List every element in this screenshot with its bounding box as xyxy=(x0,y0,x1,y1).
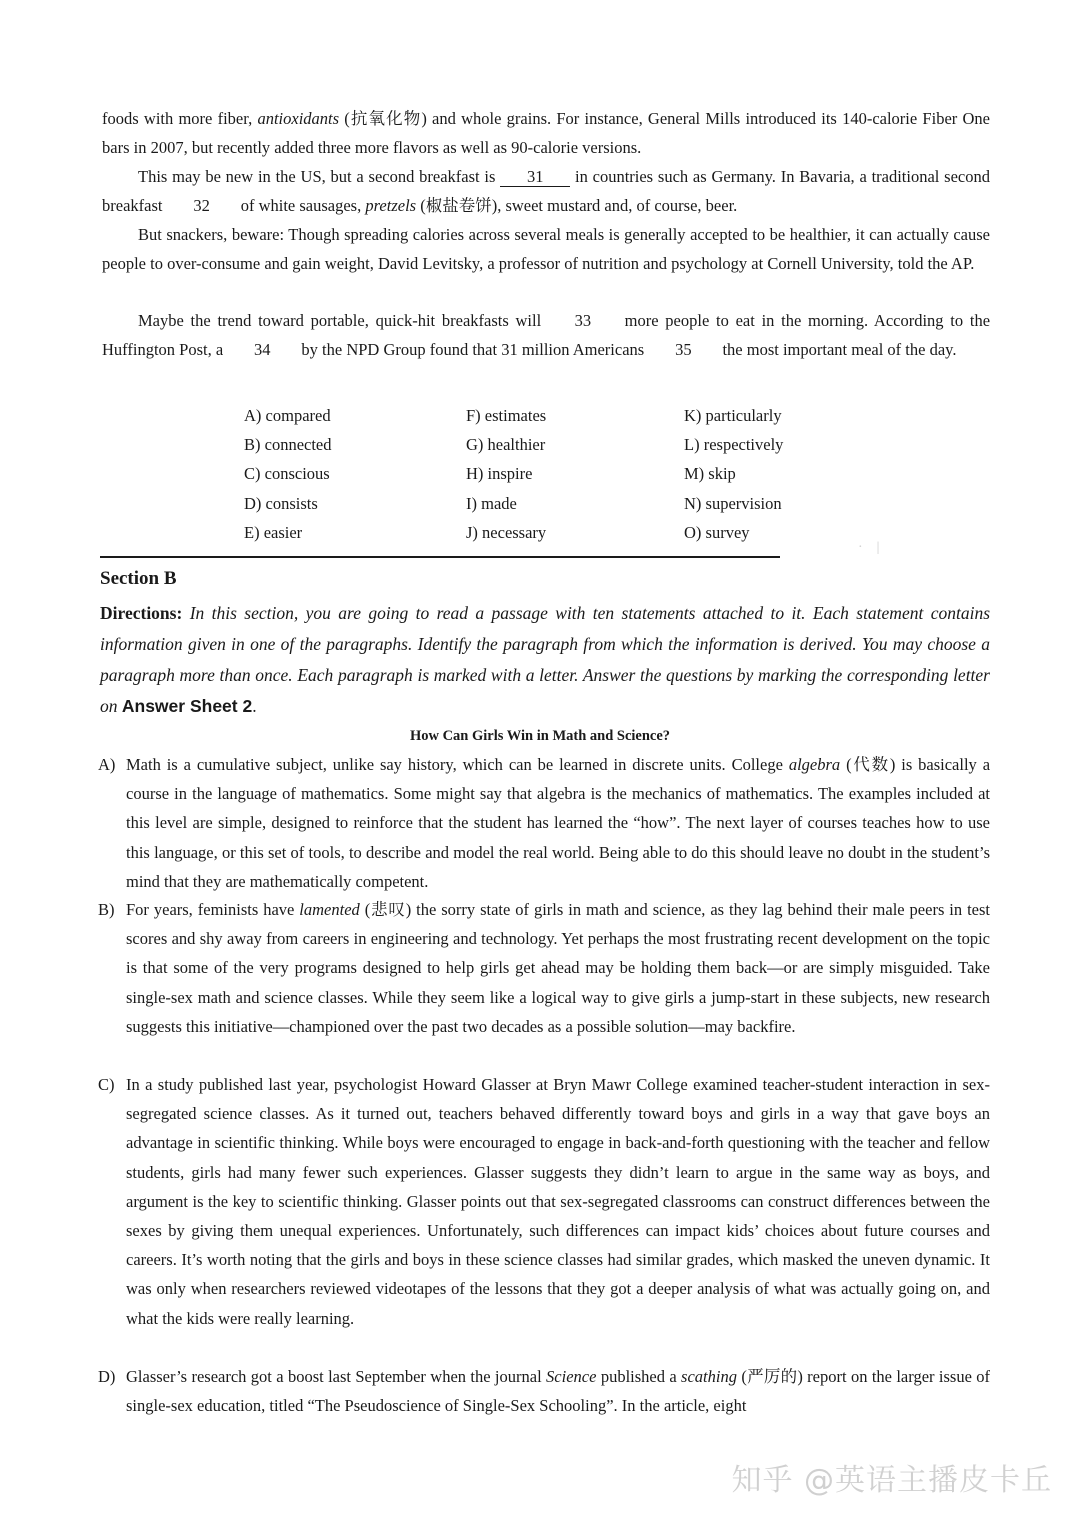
para-a-text-2: (代数) is basically a course in the language of mathematics. Some might say that algebra is the mechanics of mathematics. The examples included at this level are simple, designed to reinforce that the student has learned the “how”. The next layer of courses teaches how to use this language, or this set of tools, to describe and model the real world. Being able to do this should leave no doubt in the student’s mind that they are mathematically competent. xyxy=(126,755,991,891)
para-b-term: lamented xyxy=(299,900,360,919)
paragraph-body-c xyxy=(126,1070,990,1333)
p4-text-a: Maybe the trend toward portable, quick-hit breakfasts will xyxy=(138,311,542,330)
paragraph-letter-a: A) xyxy=(98,755,116,774)
option-b[interactable]: B) connected xyxy=(244,435,332,455)
blank-32[interactable]: 32 xyxy=(193,196,210,215)
p1-term-antioxidants: antioxidants xyxy=(257,109,340,128)
passage-paragraph-4 xyxy=(102,306,990,364)
blank-34[interactable]: 34 xyxy=(254,340,271,359)
para-d-text-3: (严厉的) report on the larger issue of single-sex education, titled “The Pseudoscience of Single-Sex Schooling”. In the article, eight xyxy=(126,1367,991,1416)
para-d-text-2: published a xyxy=(600,1367,677,1386)
p2-text-e: (椒盐卷饼), sweet mustard and, of course, beer. xyxy=(420,196,738,215)
blank-35[interactable]: 35 xyxy=(675,340,692,359)
option-c[interactable]: C) conscious xyxy=(244,464,330,484)
section-divider xyxy=(100,556,780,558)
p4-text-b: more people to eat in the morning. According to the Huffington Post, a xyxy=(102,311,991,359)
option-h[interactable]: H) inspire xyxy=(466,464,533,484)
p1-text-c: (抗氧化物) and whole grains. For instance, General Mills introduced its 140-calorie Fiber One bars in 2007, but recently added three more flavors as well as 90-calorie versions. xyxy=(102,109,990,157)
para-a-text-1: Math is a cumulative subject, unlike say history, which can be learned in discrete units. College xyxy=(126,755,783,774)
option-l[interactable]: L) respectively xyxy=(684,435,784,455)
passage-paragraph-3 xyxy=(102,220,990,278)
article-paragraph-a xyxy=(98,750,990,896)
blank-33[interactable]: 33 xyxy=(574,311,592,330)
zhihu-watermark: 知乎 @英语主播皮卡丘 xyxy=(731,1463,1052,1498)
article-paragraph-c xyxy=(98,1070,990,1333)
option-o[interactable]: O) survey xyxy=(684,522,750,542)
directions-text: In this section, you are going to read a passage with ten statements attached to it. Each statement contains information given in one of the paragraphs. Identify the paragraph from which the information is derived. You may choose a paragraph more than once. Each paragraph is marked with a letter. Answer the questions by marking the corresponding letter on xyxy=(100,603,991,716)
paragraph-letter-c: C) xyxy=(98,1075,115,1094)
passage-paragraph-2 xyxy=(102,162,990,220)
option-g[interactable]: G) healthier xyxy=(466,435,546,455)
p2-text-c: of white sausages, xyxy=(240,196,362,215)
para-d-journal: Science xyxy=(546,1367,597,1386)
word-bank xyxy=(244,406,824,552)
option-i[interactable]: I) made xyxy=(466,493,517,513)
p4-text-d: the most important meal of the day. xyxy=(722,340,957,359)
passage-paragraph-1 xyxy=(102,104,990,162)
para-b-text-2: (悲叹) the sorry state of girls in math and science, as they lag behind their male peers in test scores and shy away from careers in engineering and technology. Yet perhaps the most frustrating recent development on the topic is that some of the very programs designed to help girls get ahead may be holding them back—or are simply misguided. Take single-sex math and science classes. While they seem like a logical way to give girls a jump-start in these subjects, new research suggests this initiative—championed over the past two decades as a possible solution—may backfire. xyxy=(126,900,991,1036)
para-b-text-1: For years, feminists have xyxy=(126,900,295,919)
paragraph-body-a xyxy=(126,750,990,896)
p4-text-c: by the NPD Group found that 31 million Americans xyxy=(301,340,645,359)
para-a-term: algebra xyxy=(788,755,841,774)
article-paragraph-d xyxy=(98,1362,990,1420)
p2-term-pretzels: pretzels xyxy=(365,196,417,215)
option-f[interactable]: F) estimates xyxy=(466,406,547,425)
p3-text: But snackers, beware: Though spreading calories across several meals is generally accepted to be healthier, it can actually cause people to over-consume and gain weight, David Levitsky, a professor of nutrition and psychology at Cornell University, told the AP. xyxy=(102,225,990,273)
option-d[interactable]: D) consists xyxy=(244,493,318,513)
p2-text-b: in countries such as Germany. In Bavaria, a traditional second breakfast xyxy=(102,167,990,215)
option-k[interactable]: K) particularly xyxy=(684,406,782,425)
option-e[interactable]: E) easier xyxy=(244,522,303,542)
paragraph-body-d xyxy=(126,1362,990,1420)
option-m[interactable]: M) skip xyxy=(684,464,736,484)
article-title: How Can Girls Win in Math and Science? xyxy=(409,728,671,744)
option-n[interactable]: N) supervision xyxy=(684,493,782,513)
option-j[interactable]: J) necessary xyxy=(466,522,547,542)
para-d-term: scathing xyxy=(681,1367,737,1386)
para-d-text-1: Glasser’s research got a boost last September when the journal xyxy=(126,1367,542,1386)
directions-label: Directions: xyxy=(100,603,183,623)
section-b-heading: Section B xyxy=(100,568,177,589)
paragraph-body-b xyxy=(126,895,990,1041)
para-c-text: In a study published last year, psychologist Howard Glasser at Bryn Mawr College examined teacher-student interaction in sex-segregated science classes. As it turned out, teachers behaved differently toward boys and girls in a way that gave boys an advantage in scientific thinking. While boys were encouraged to engage in back-and-forth questioning with the teacher and fellow students, girls had many fewer such experiences. Glasser suggests they didn’t learn to argue in the same way as boys, and argument is the key to scientific thinking. Glasser points out that sex-segregated classrooms can construct differences between the sexes by giving them unequal experiences. Unfortunately, such differences can impact kids’ choices about future courses and careers. It’s worth noting that the girls and boys in these science classes had similar grades, which masked the uneven dynamic. It was only when researchers reviewed videotapes of the lessons that they got a deeper analysis of what was actually going on, and what the kids were really learning. xyxy=(126,1075,990,1328)
paragraph-letter-b: B) xyxy=(98,900,115,919)
paragraph-letter-d: D) xyxy=(98,1367,116,1386)
directions xyxy=(100,598,990,722)
blank-31[interactable]: 31 xyxy=(500,168,570,187)
answer-sheet-label: Answer Sheet 2 xyxy=(121,696,253,716)
article-paragraph-b xyxy=(98,895,990,1041)
scan-specks: · | xyxy=(858,540,880,555)
directions-period: . xyxy=(252,696,257,716)
option-a[interactable]: A) compared xyxy=(244,406,331,425)
p2-text-a: This may be new in the US, but a second breakfast is xyxy=(138,167,496,186)
p1-text-a: foods with more fiber, xyxy=(102,109,253,128)
